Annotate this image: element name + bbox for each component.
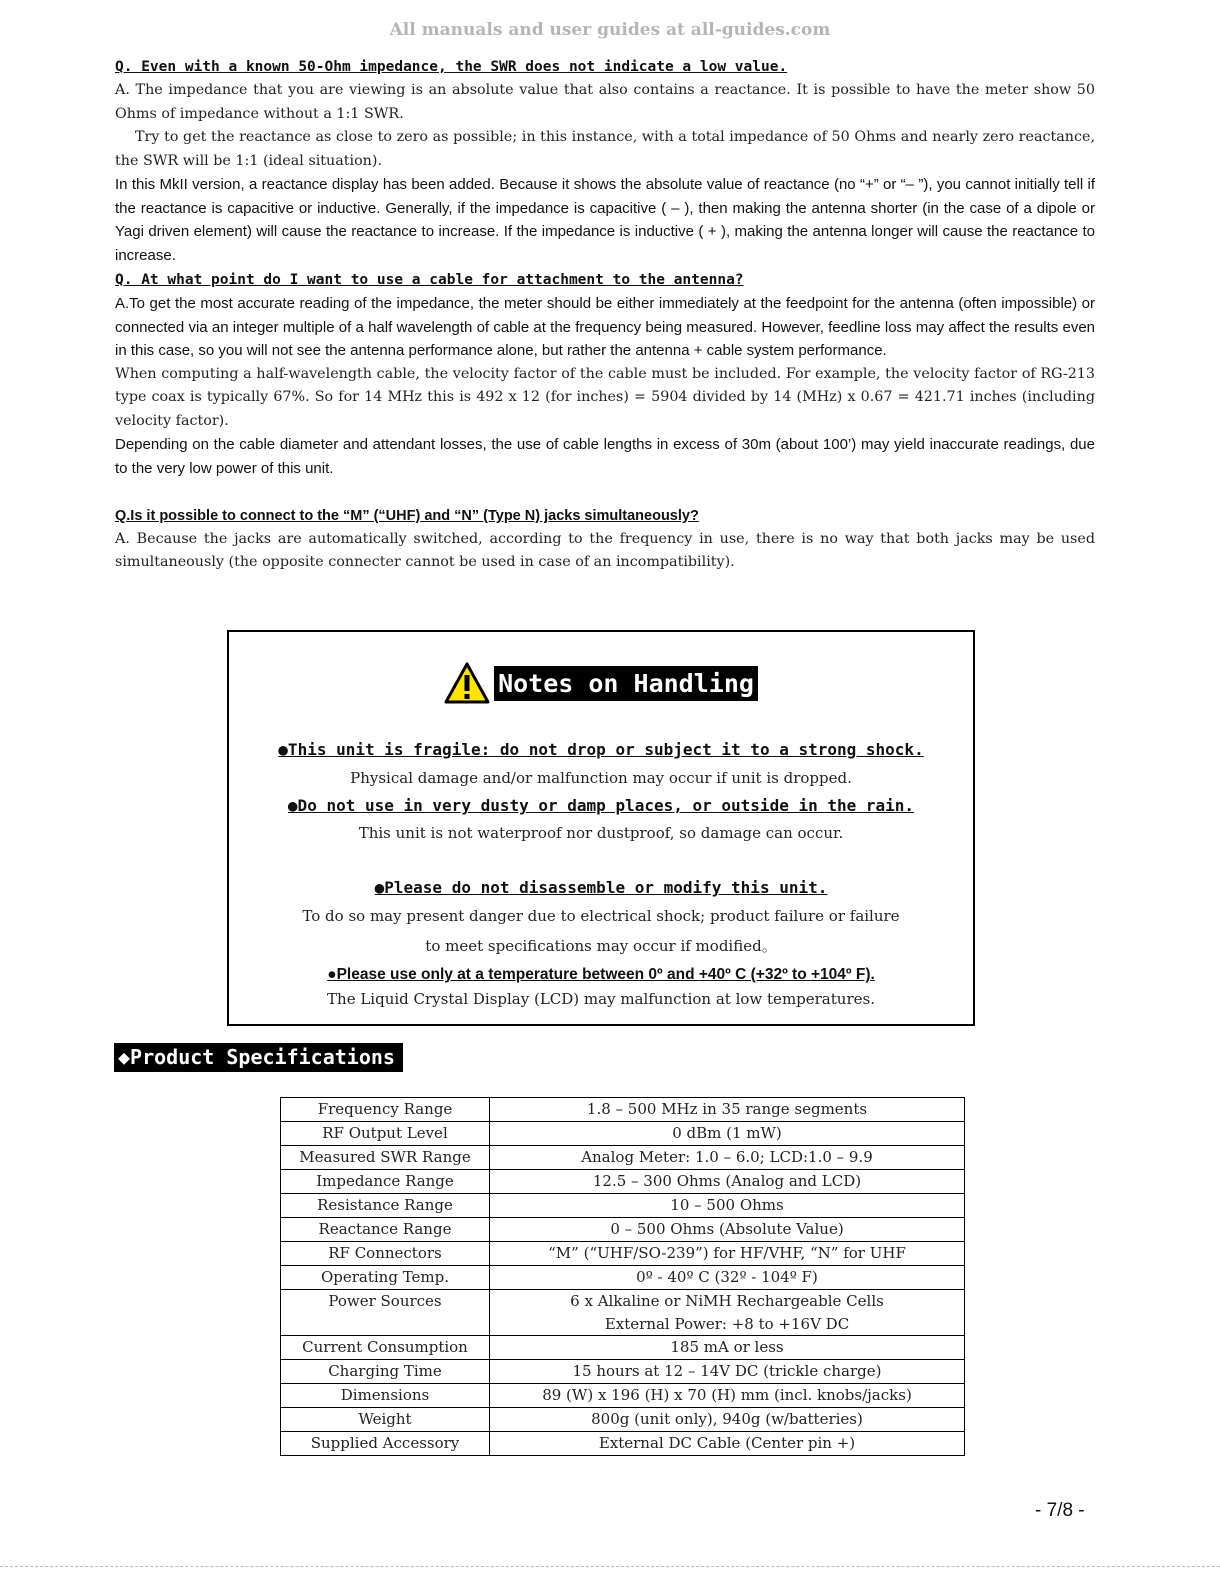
spec-label: Supplied Accessory (281, 1432, 490, 1456)
specs-table (280, 1097, 965, 1456)
handling-title-row (229, 662, 973, 704)
spec-label: Resistance Range (281, 1194, 490, 1218)
spec-value (490, 1218, 965, 1242)
spec-value (490, 1384, 965, 1408)
table-row (281, 1242, 965, 1266)
spec-value-line: External Power: +8 to +16V DC (604, 1314, 850, 1333)
table-row (281, 1408, 965, 1432)
handling-heading-disassemble: ●Please do not disassemble or modify this unit. (374, 878, 828, 897)
spec-value-line: Analog Meter: 1.0 – 6.0; LCD:1.0 – 9.9 (581, 1148, 873, 1166)
spec-value (490, 1432, 965, 1456)
spec-value (490, 1290, 965, 1336)
page-number: - 7/8 - (1035, 1500, 1085, 1521)
faq-answer-3-p1: A. Because the jacks are automatically switched, according to the frequency in use, there is no way that both jacks may be used simultaneously (the opposite connecter cannot be used in case of an incompatibility). (115, 530, 1095, 571)
handling-text-dusty: This unit is not waterproof nor dustproof, so damage can occur. (358, 824, 844, 842)
table-row (281, 1360, 965, 1384)
faq-question-3: Q.Is it possible to connect to the “M” (“UHF) and “N” (Type N) jacks simultaneously? (115, 507, 699, 524)
table-row (281, 1122, 965, 1146)
table-row (281, 1336, 965, 1360)
faq-answer-2-p1: A.To get the most accurate reading of the impedance, the meter should be either immediately at the feedpoint for the antenna (often impossible) or connected via an integer multiple of a half wavelength of cable at the frequency being measured. However, feedline loss may affect the results even in this case, so you will not see the antenna performance alone, but rather the antenna + cable system performance. (115, 294, 1095, 360)
specs-title: ◆Product Specifications (114, 1043, 403, 1072)
faq-section (115, 55, 1095, 575)
handling-title: Notes on Handling (494, 666, 758, 701)
faq-question-2: Q. At what point do I want to use a cable for attachment to the antenna? (115, 271, 744, 288)
spec-value (490, 1266, 965, 1290)
spec-value (490, 1242, 965, 1266)
spec-value (490, 1170, 965, 1194)
faq-question-1: Q. Even with a known 50-Ohm impedance, the SWR does not indicate a low value. (115, 59, 788, 75)
handling-notes-box (227, 630, 975, 1026)
spec-value-line: 1.8 – 500 MHz in 35 range segments (586, 1100, 868, 1118)
spec-value-line: 12.5 – 300 Ohms (Analog and LCD) (592, 1172, 862, 1190)
spec-value-line: 0 – 500 Ohms (Absolute Value) (610, 1220, 844, 1238)
spec-label: RF Connectors (281, 1242, 490, 1266)
spec-value (490, 1408, 965, 1432)
watermark: All manuals and user guides at all-guides.com (389, 20, 831, 40)
spec-label: Charging Time (281, 1360, 490, 1384)
table-row (281, 1290, 965, 1336)
table-row (281, 1098, 965, 1122)
table-row (281, 1266, 965, 1290)
spec-value (490, 1146, 965, 1170)
spec-value (490, 1122, 965, 1146)
spec-value-line: 89 (W) x 196 (H) x 70 (H) mm (incl. knobs/jacks) (542, 1386, 912, 1404)
spec-value (490, 1360, 965, 1384)
spec-label: Impedance Range (281, 1170, 490, 1194)
spec-value-line: 800g (unit only), 940g (w/batteries) (591, 1410, 863, 1428)
spec-value (490, 1098, 965, 1122)
handling-heading-dusty: ●Do not use in very dusty or damp places, or outside in the rain. (287, 796, 915, 815)
table-row (281, 1432, 965, 1456)
table-row (281, 1170, 965, 1194)
spec-label: Frequency Range (281, 1098, 490, 1122)
faq-answer-1-p3: In this MkII version, a reactance display has been added. Because it shows the absolute value of reactance (no “+” or “– ”), you cannot initially tell if the reactance is capacitive or inductive. Generally, if the impedance is capacitive ( – ), then making the antenna shorter (in the case of a dipole or Yagi driven element) will cause the reactance to increase. If the impedance is inductive ( + ), making the antenna longer will cause the reactance to increase. (115, 176, 1095, 265)
table-row (281, 1384, 965, 1408)
spec-label: Measured SWR Range (281, 1146, 490, 1170)
handling-heading-temperature: ●Please use only at a temperature between 0º and +40º C (+32º to +104º F). (327, 966, 875, 983)
spec-label: Reactance Range (281, 1218, 490, 1242)
spec-value-line: 0 dBm (1 mW) (672, 1124, 782, 1142)
spec-value (490, 1336, 965, 1360)
handling-text-disassemble-1: To do so may present danger due to electrical shock; product failure or failure (302, 907, 900, 925)
faq-answer-2-p2: When computing a half-wavelength cable, the velocity factor of the cable must be included. For example, the velocity factor of RG-213 type coax is typically 67%. So for 14 MHz this is 492 x 12 (for inches) = 5904 divided by 14 (MHz) x 0.67 = 421.71 inches (including velocity factor). (115, 365, 1095, 429)
spec-value-line: External DC Cable (Center pin +) (598, 1434, 856, 1452)
table-row (281, 1194, 965, 1218)
spec-value-line: 6 x Alkaline or NiMH Rechargeable Cells (570, 1292, 884, 1310)
table-row (281, 1146, 965, 1170)
faq-answer-1-p1: A. The impedance that you are viewing is an absolute value that also contains a reactance. It is possible to have the meter show 50 Ohms of impedance without a 1:1 SWR. (115, 82, 1095, 122)
table-row (281, 1218, 965, 1242)
spec-label: Dimensions (281, 1384, 490, 1408)
warning-triangle-icon (444, 662, 490, 704)
handling-text-disassemble-2: to meet specifications may occur if modified。 (425, 937, 777, 955)
spec-value-line: 15 hours at 12 – 14V DC (trickle charge) (572, 1362, 882, 1380)
spec-label: Current Consumption (281, 1336, 490, 1360)
spec-value-line: 0º - 40º C (32º - 104º F) (636, 1268, 818, 1286)
spec-label: Operating Temp. (281, 1266, 490, 1290)
bottom-divider (0, 1566, 1220, 1567)
spec-label: RF Output Level (281, 1122, 490, 1146)
spec-label: Power Sources (281, 1290, 490, 1336)
spec-value-line: 10 – 500 Ohms (670, 1196, 784, 1214)
faq-answer-1-p2: Try to get the reactance as close to zero as possible; in this instance, with a total impedance of 50 Ohms and nearly zero reactance, the SWR will be 1:1 (ideal situation). (115, 129, 1095, 169)
faq-answer-2-p3: Depending on the cable diameter and attendant losses, the use of cable lengths in excess of 30m (about 100’) may yield inaccurate readings, due to the very low power of this unit. (115, 436, 1095, 478)
spec-value (490, 1194, 965, 1218)
handling-text-temperature: The Liquid Crystal Display (LCD) may malfunction at low temperatures. (327, 990, 875, 1008)
handling-text-fragile: Physical damage and/or malfunction may occur if unit is dropped. (350, 769, 852, 787)
spec-value-line: 185 mA or less (670, 1338, 784, 1356)
spec-label: Weight (281, 1408, 490, 1432)
spec-value-line: “M” (“UHF/SO-239”) for HF/VHF, “N” for UHF (548, 1244, 906, 1262)
handling-heading-fragile: ●This unit is fragile: do not drop or subject it to a strong shock. (278, 740, 924, 759)
